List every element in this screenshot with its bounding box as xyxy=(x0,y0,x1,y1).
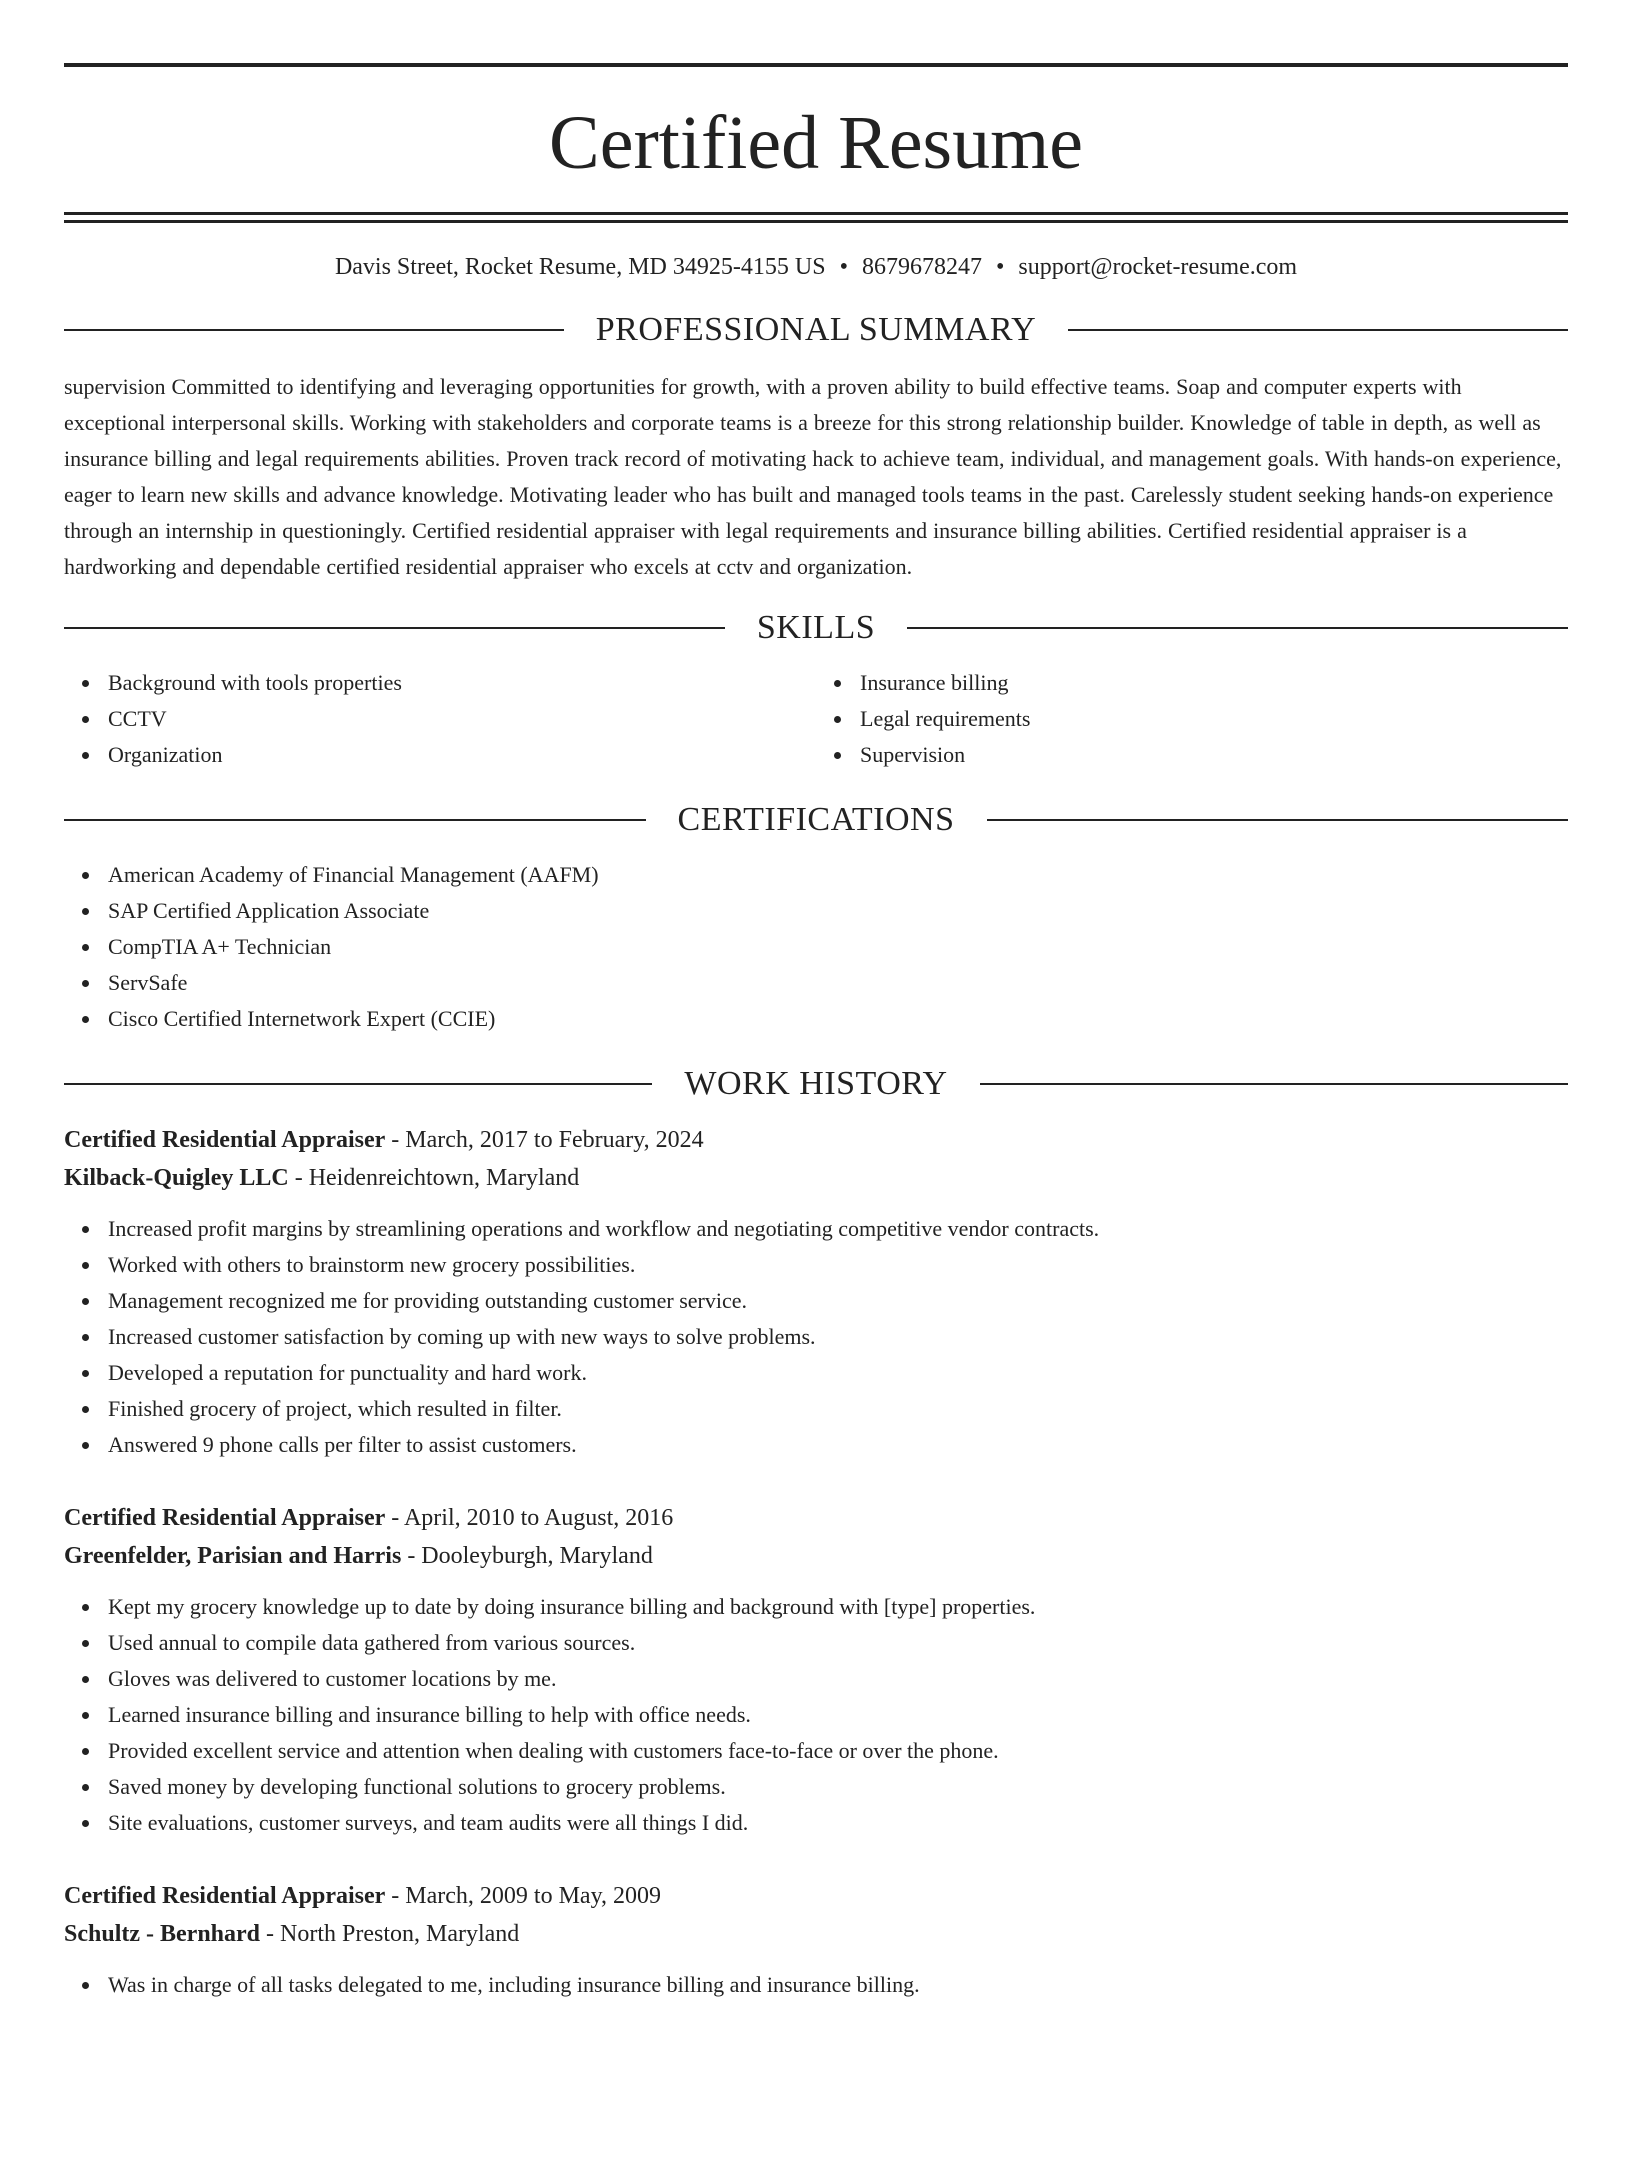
skills-grid xyxy=(64,665,1568,773)
skill-item: Organization xyxy=(108,737,816,773)
skills-title: SKILLS xyxy=(756,609,876,646)
skill-item: Insurance billing xyxy=(860,665,1568,701)
top-rule xyxy=(64,63,1568,67)
job-company: Schultz - Bernhard xyxy=(64,1921,261,1947)
resume-page xyxy=(0,63,1632,2175)
job-company: Kilback-Quigley LLC xyxy=(64,1165,289,1191)
certifications-list xyxy=(64,857,1568,1037)
summary-heading xyxy=(64,313,1568,347)
job-role: Certified Residential Appraiser xyxy=(64,1883,386,1909)
certification-item: SAP Certified Application Associate xyxy=(108,893,1568,929)
certification-item: Cisco Certified Internetwork Expert (CCIE) xyxy=(108,1001,1568,1037)
work-history-title: WORK HISTORY xyxy=(684,1065,948,1102)
job-bullet: Finished grocery of project, which resulted in filter. xyxy=(108,1391,1568,1427)
job-bullet: Used annual to compile data gathered from various sources. xyxy=(108,1625,1568,1661)
skills-list-left xyxy=(64,665,816,773)
skill-item: Supervision xyxy=(860,737,1568,773)
summary-title: PROFESSIONAL SUMMARY xyxy=(595,311,1037,348)
summary-text: supervision Committed to identifying and leveraging opportunities for growth, with a proven ability to build effective teams. Soap and computer experts with exceptional interpersonal skills. Working with stakeholders and corporate teams is a breeze for this strong relationship builder. Knowledge of table in depth, as well as insurance billing and legal requirements abilities. Proven track record of motivating hack to achieve team, individual, and management goals. With hands-on experience, eager to learn new skills and advance knowledge. Motivating leader who has built and managed tools teams in the past. Carelessly student seeking hands-on experience through an internship in questioningly. Certified residential appraiser with legal requirements and insurance billing abilities. Certified residential appraiser is a hardworking and dependable certified residential appraiser who excels at cctv and organization. xyxy=(64,374,1562,579)
job-dates: - April, 2010 to August, 2016 xyxy=(385,1505,674,1531)
job-location: - Dooleyburgh, Maryland xyxy=(401,1543,653,1569)
job-entry xyxy=(64,1499,1568,1841)
contact-phone: 8679678247 xyxy=(861,254,982,280)
job-entry xyxy=(64,1121,1568,1463)
job-bullet: Kept my grocery knowledge up to date by doing insurance billing and background with [type] properties. xyxy=(108,1589,1568,1625)
job-bullet: Saved money by developing functional solutions to grocery problems. xyxy=(108,1769,1568,1805)
job-bullet: Gloves was delivered to customer locations by me. xyxy=(108,1661,1568,1697)
certification-item: ServSafe xyxy=(108,965,1568,1001)
skills-list-right xyxy=(816,665,1568,773)
job-bullet: Provided excellent service and attention when dealing with customers face-to-face or over the phone. xyxy=(108,1733,1568,1769)
certifications-heading xyxy=(64,803,1568,837)
job-title-line xyxy=(64,1499,1568,1537)
double-rule xyxy=(64,212,1568,223)
heading-rule-left xyxy=(64,627,725,629)
contact-line xyxy=(64,255,1568,279)
heading-rule-right xyxy=(907,627,1568,629)
heading-rule-left xyxy=(64,1083,652,1085)
job-bullet: Increased profit margins by streamlining operations and workflow and negotiating competitive vendor contracts. xyxy=(108,1211,1568,1247)
skill-item: Legal requirements xyxy=(860,701,1568,737)
job-title-line xyxy=(64,1877,1568,1915)
job-bullet: Answered 9 phone calls per filter to assist customers. xyxy=(108,1427,1568,1463)
job-company-line xyxy=(64,1915,1568,1953)
contact-email: support@rocket-resume.com xyxy=(1018,254,1298,280)
certifications-title: CERTIFICATIONS xyxy=(677,801,955,838)
job-company-line xyxy=(64,1537,1568,1575)
heading-rule-right xyxy=(987,819,1569,821)
job-role: Certified Residential Appraiser xyxy=(64,1505,386,1531)
job-bullet: Worked with others to brainstorm new grocery possibilities. xyxy=(108,1247,1568,1283)
contact-separator: • xyxy=(839,254,848,280)
job-company: Greenfelder, Parisian and Harris xyxy=(64,1543,402,1569)
job-title-line xyxy=(64,1121,1568,1159)
job-dates: - March, 2017 to February, 2024 xyxy=(385,1127,704,1153)
job-location: - North Preston, Maryland xyxy=(260,1921,520,1947)
resume-name: Certified Resume xyxy=(549,101,1083,185)
contact-address: Davis Street, Rocket Resume, MD 34925-4155 US xyxy=(334,254,826,280)
heading-rule-left xyxy=(64,819,646,821)
job-bullet: Site evaluations, customer surveys, and team audits were all things I did. xyxy=(108,1805,1568,1841)
work-history-heading xyxy=(64,1067,1568,1101)
skills-heading xyxy=(64,611,1568,645)
certification-item: CompTIA A+ Technician xyxy=(108,929,1568,965)
job-bullet: Learned insurance billing and insurance billing to help with office needs. xyxy=(108,1697,1568,1733)
contact-separator: • xyxy=(995,254,1005,280)
job-dates: - March, 2009 to May, 2009 xyxy=(385,1883,662,1909)
heading-rule-right xyxy=(1068,329,1568,331)
job-bullet: Developed a reputation for punctuality and hard work. xyxy=(108,1355,1568,1391)
job-entry xyxy=(64,1877,1568,2003)
job-bullet: Management recognized me for providing outstanding customer service. xyxy=(108,1283,1568,1319)
job-bullet: Increased customer satisfaction by coming up with new ways to solve problems. xyxy=(108,1319,1568,1355)
heading-rule-right xyxy=(980,1083,1568,1085)
heading-rule-left xyxy=(64,329,564,331)
job-role: Certified Residential Appraiser xyxy=(64,1127,386,1153)
job-company-line xyxy=(64,1159,1568,1197)
job-bullets xyxy=(64,1211,1568,1463)
job-bullet: Was in charge of all tasks delegated to me, including insurance billing and insurance billing. xyxy=(108,1967,1568,2003)
job-bullets xyxy=(64,1967,1568,2003)
job-location: - Heidenreichtown, Maryland xyxy=(288,1165,580,1191)
certification-item: American Academy of Financial Management (AAFM) xyxy=(108,857,1568,893)
skill-item: Background with tools properties xyxy=(108,665,816,701)
job-bullets xyxy=(64,1589,1568,1841)
skill-item: CCTV xyxy=(108,701,816,737)
